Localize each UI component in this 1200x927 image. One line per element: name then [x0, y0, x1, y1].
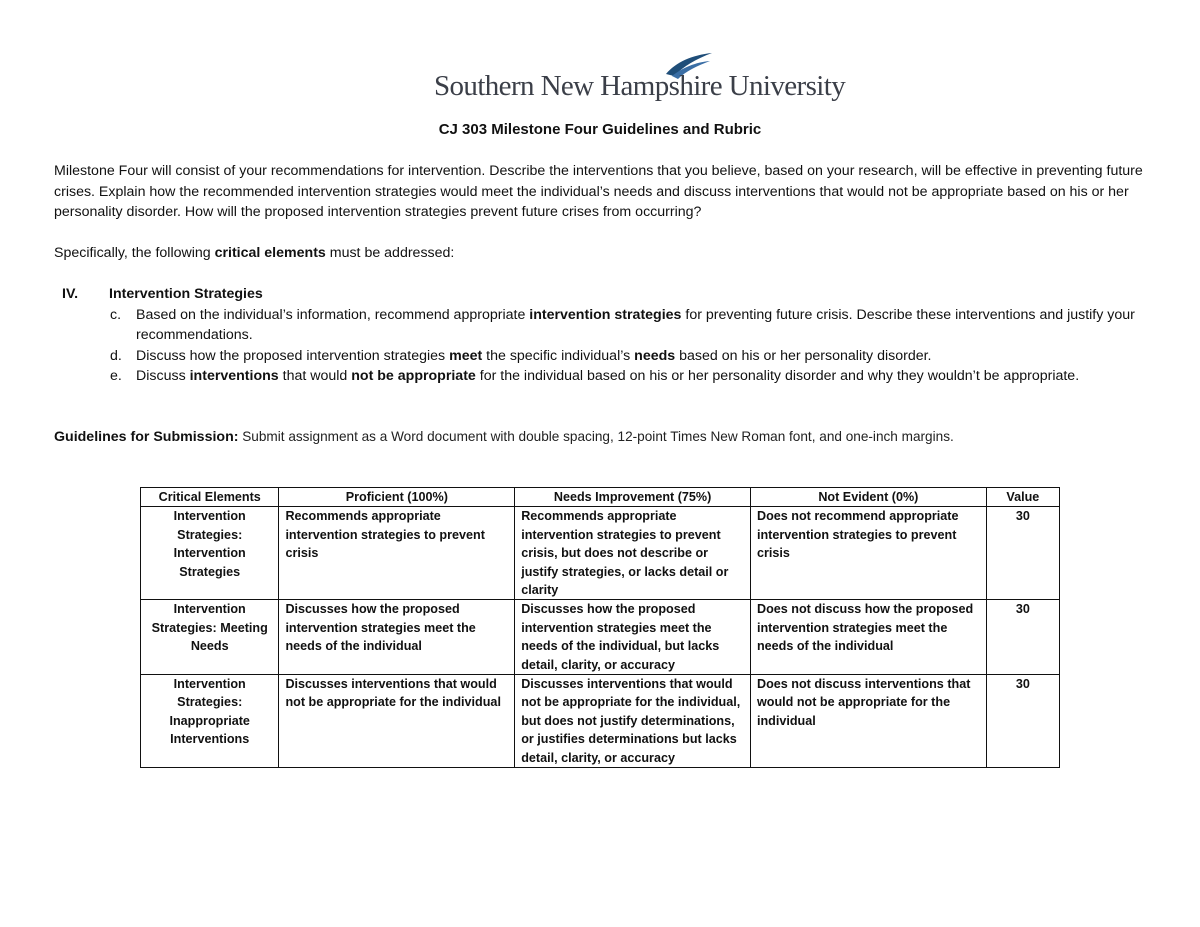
page-title: CJ 303 Milestone Four Guidelines and Rubric — [438, 121, 762, 138]
table-row — [141, 675, 1060, 768]
guidelines-label: Guidelines for Submission: — [54, 429, 239, 445]
cell-value: 30 — [986, 675, 1059, 768]
cell-not-evident: Does not discuss how the proposed intervention strategies meet the needs of the individual — [750, 600, 986, 675]
cell-value: 30 — [986, 600, 1059, 675]
specific-paragraph — [54, 243, 1144, 264]
section-title: Intervention Strategies — [109, 286, 263, 302]
logo-wordmark: Southern New Hampshire University — [434, 70, 846, 102]
rubric-header-row — [141, 488, 1060, 507]
cell-critical-element: Intervention Strategies: Inappropriate Interventions — [141, 675, 279, 768]
specific-bold: critical elements — [214, 245, 326, 261]
header-proficient: Proficient (100%) — [279, 488, 515, 507]
cell-proficient: Discusses how the proposed intervention strategies meet the needs of the individual — [279, 600, 515, 675]
item-text: based on his or her personality disorder. — [675, 347, 932, 364]
item-text: Discuss how the proposed intervention strategies — [136, 347, 450, 364]
cell-needs-improvement: Discusses interventions that would not be appropriate for the individual, but does not justify determinations, or justifies determinations but lacks detail, clarity, or accuracy — [515, 675, 751, 768]
section-item — [62, 305, 1142, 346]
section-item — [62, 346, 1142, 367]
item-text: Discuss — [136, 368, 190, 384]
critical-element-section — [62, 284, 1142, 387]
header-needs-improvement: Needs Improvement (75%) — [515, 488, 751, 507]
cell-value: 30 — [986, 507, 1059, 600]
item-emphasis: not be appropriate — [351, 368, 476, 384]
table-row — [141, 600, 1060, 675]
item-emphasis: interventions — [189, 368, 279, 384]
university-logo — [434, 52, 846, 104]
item-letter: d. — [110, 347, 122, 364]
section-heading — [62, 284, 1142, 305]
cell-proficient: Discusses interventions that would not be appropriate for the individual — [279, 675, 515, 768]
cell-needs-improvement: Recommends appropriate intervention strategies to prevent crisis, but does not describe or justify strategies, or lacks detail or clarity — [515, 507, 751, 600]
section-item-list — [62, 305, 1142, 387]
item-text: for preventing future crisis. Describe these interventions and justify your recommendations. — [136, 306, 1135, 343]
header-value: Value — [986, 488, 1059, 507]
item-emphasis: needs — [634, 347, 676, 364]
rubric-table — [140, 487, 1060, 768]
specific-prefix: Specifically, the following — [54, 245, 215, 261]
item-letter: e. — [110, 368, 122, 384]
submission-guidelines — [54, 427, 1154, 447]
table-row — [141, 507, 1060, 600]
item-emphasis: meet — [449, 347, 483, 364]
section-item — [62, 366, 1142, 387]
guidelines-text: Submit assignment as a Word document with double spacing, 12-point Times New Roman font, and one-inch margins. — [238, 429, 954, 444]
item-letter: c. — [110, 306, 122, 323]
item-text: Based on the individual’s information, recommend appropriate — [136, 306, 530, 323]
header-critical-elements: Critical Elements — [141, 488, 279, 507]
cell-proficient: Recommends appropriate intervention strategies to prevent crisis — [279, 507, 515, 600]
specific-suffix: must be addressed: — [325, 245, 455, 261]
section-number: IV. — [62, 286, 79, 302]
cell-needs-improvement: Discusses how the proposed intervention strategies meet the needs of the individual, but lacks detail, clarity, or accuracy — [515, 600, 751, 675]
item-text: that would — [278, 368, 352, 384]
item-emphasis: intervention strategies — [529, 306, 682, 323]
item-text: for the individual based on his or her personality disorder and why they wouldn’t be appropriate. — [475, 368, 1080, 384]
header-not-evident: Not Evident (0%) — [750, 488, 986, 507]
item-text: the specific individual’s — [482, 347, 635, 364]
cell-critical-element: Intervention Strategies: Intervention Strategies — [141, 507, 279, 600]
cell-not-evident: Does not recommend appropriate intervention strategies to prevent crisis — [750, 507, 986, 600]
cell-not-evident: Does not discuss interventions that would not be appropriate for the individual — [750, 675, 986, 768]
intro-paragraph: Milestone Four will consist of your recommendations for intervention. Describe the interventions that you believe, based on your research, will be effective in preventing future crises. Explain how the recommended intervention strategies would meet the individual’s needs and discuss interventions that would not be appropriate based on his or her personality disorder. How will the proposed intervention strategies prevent future crises from occurring? — [54, 163, 1143, 220]
cell-critical-element: Intervention Strategies: Meeting Needs — [141, 600, 279, 675]
